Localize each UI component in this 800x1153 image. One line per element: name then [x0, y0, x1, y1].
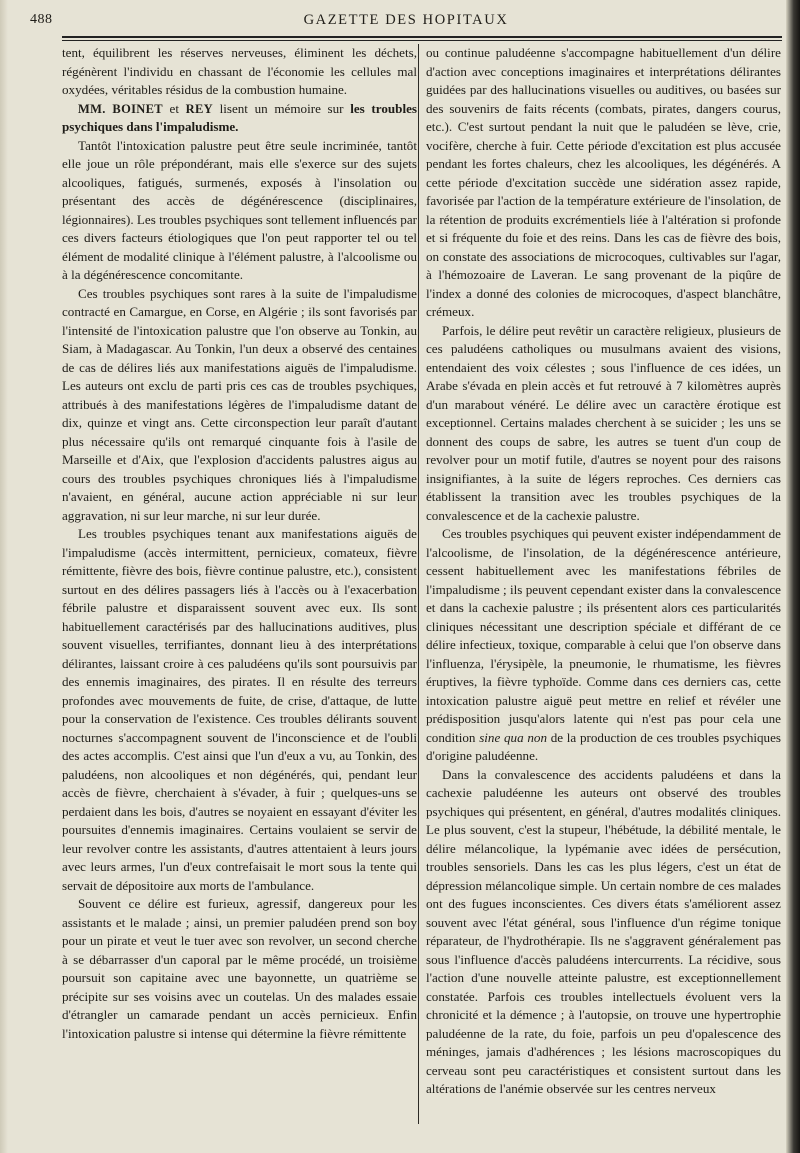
page-edge-right-shadow — [786, 0, 800, 1153]
paragraph: Les troubles psychiques tenant aux manifestations aiguës de l'impaludisme (accès intermittent, pernicieux, comateux, fièvre rémittente, fièvre des bois, fièvre continue palustre, etc.), consistent surtout en des délires passagers liés à l'accès ou à l'exacerbation fébrile palustre et disparaissent souvent avec eux. Ils sont habituellement caractérisés par des hallucinations auditives, plus souvent visuelles, terrifiantes, donnant lieu à des interprétations délirantes, laissant croire à ces paludéens qu'ils sont poursuivis par des ennemis imaginaires, des pirates. Il en résulte des terreurs profondes avec mouvements de fuite, de crise, d'attaque, de lutte pour la conservation de l'existence. Ces troubles délirants souvent nocturnes s'accompagnent souvent de l'inconscience et de l'oubli des actes accomplis. C'est ainsi que l'un d'eux a vu, au Tonkin, des paludéens, non alcooliques et non dégénérés, qui, pendant leur accès de fièvre, cherchaient à s'évader, à fuir ; quelques-uns se perdaient dans les bois, d'autres se noyaient en essayant d'éviter les poursuites d'ennemis imaginaires. Certains voulaient se servir de leur revolver contre les assistants, d'autres attentaient à leurs jours avec leurs armes, l'un d'eux contrefaisait le mort sous la tente qui servait de dépositoire aux morts de l'ambulance. — [62, 526, 417, 893]
paragraph: Dans la convalescence des accidents paludéens et dans la cachexie paludéenne les auteurs ont observé des troubles psychiques qui présentent, en général, d'autres modalités cliniques. Le plus souvent, c'est la stupeur, l'hébétude, la débilité mentale, le délire mélancolique, la lypémanie avec idées de persécution, troubles sensoriels. Dans les cas les plus légers, c'est un état de dépression mélancolique simple. Un certain nombre de ces malades ont des fugues inconscientes. Ces divers états s'améliorent assez souvent avec l'état général, sous l'influence d'un régime tonique réparateur, de l'hydrothérapie. Ils ne s'aggravent généralement pas sous l'influence d'accès paludéens intercurrents. La récidive, sous l'action d'une nouvelle atteinte palustre, est exceptionnellement constatée. Parfois ces troubles intellectuels évoluent vers la chronicité et la démence ; à l'autopsie, on trouve une hypertrophie paludéenne de la rate, du foie, parfois un peu d'opalescence des méninges, jamais d'adhérences ; les lésions macroscopiques du cerveau sont peu caractéristiques et consistent surtout dans les altérations de l'anémie observée sur les centres nerveux — [426, 766, 781, 1096]
paragraph: Souvent ce délire est furieux, agressif, dangereux pour les assistants et le malade ; ainsi, un premier paludéen prend son boy pour un pirate et veut le tuer avec son revolver, un second cherche à se débarrasser d'un caporal par le même procédé, un troisième poursuit son capitaine avec une bayonnette, un quatrième se précipite sur ses voisins avec un coutelas. Un des malades essaie d'étrangler un camarade pendant un accès pernicieux. Enfin l'intoxication palustre si intense qui détermine la fièvre rémittente — [62, 896, 417, 1041]
header-rule-thick — [62, 36, 782, 38]
author-names: MM. BOINET — [78, 101, 163, 116]
paragraph: Tantôt l'intoxication palustre peut être seule incriminée, tantôt elle joue un rôle prépondérant, mais elle s'exerce sur des sujets alcooliques, fatigués, surmenés, exposés à l'insolation ou présentant des accès de dégénérescence (disciplinaires, légionnaires). Les troubles psychiques sont tellement influencés par ces divers facteurs étiologiques que l'on peut rapporter tel ou tel élément de modalité clinique à l'élément palustre, à l'alcoolisme ou à la dégénérescence concomitante. — [62, 137, 417, 282]
paragraph: Parfois, le délire peut revêtir un caractère religieux, plusieurs de ces paludéens catholiques ou musulmans avaient des visions, entendaient des voix célestes ; sous l'influence de ces idées, un Arabe s'évada en plein accès et fut retrouvé à 7 kilomètres auprès d'un marabout vénéré. Le délire avec un caractère érotique est exceptionnel. Certains malades cherchent à se suicider ; les uns se donnent des coups de sabre, les autres se tuent d'un coup de revolver pour un motif futile, d'autres se noyent pour des raisons insignifiantes, à la suite de légers reproches. Ces derniers cas établissent la transition avec les troubles psychiques de la convalescence et de la cachexie palustre. — [426, 322, 781, 523]
left-column — [62, 44, 417, 1043]
author-name-2: REY — [185, 101, 213, 116]
page-number: 488 — [30, 12, 53, 27]
paragraph-communication: MM. BOINET et REY lisent un mémoire sur les troubles psychiques dans l'impaludisme. — [62, 100, 417, 134]
page-header — [30, 10, 782, 34]
header-rule-thin — [62, 40, 782, 41]
paragraph: tent, équilibrent les réserves nerveuses, éliminent les déchets, régénèrent l'individu en chassant de l'économie les cellules mal oxydées, véritables résidus de la combustion humaine. — [62, 45, 417, 97]
right-column — [426, 44, 781, 1099]
paragraph: Ces troubles psychiques qui peuvent exister indépendamment de l'alcoolisme, de l'insolation, de la dégénérescence antérieure, cessent habituellement avec les manifestations fébriles de l'impaludisme ; ils peuvent cependant exister dans la convalescence et dans la cachexie palustre ; ils présentent alors ces particularités cliniques nécessitant une description spéciale et différant de ce délire infectieux, toxique, comparable à celui que l'on observe dans l'influenza, l'érysipèle, la pneumonie, le rhumatisme, les fièvres éruptives, la fièvre typhoïde. Comme dans ces derniers cas, cette intoxication palustre aiguë peut mettre en relief et révéler une prédisposition jusqu'alors latente qui n'est pas pour cela une condition sine qua non de la production de ces troubles psychiques d'origine paludéenne. — [426, 526, 782, 763]
column-separator — [418, 44, 419, 1124]
page-edge-left — [0, 0, 8, 1153]
latin-phrase: sine qua non — [479, 729, 547, 745]
paragraph: Ces troubles psychiques sont rares à la suite de l'impaludisme contracté en Camargue, en Corse, en Algérie ; ils sont favorisés par l'intensité de l'intoxication palustre que l'on observe au Tonkin, au Siam, à Madagascar. Au Tonkin, l'un deux a observé des centaines de cas de délires liés aux manifestations aiguës de l'impaludisme. Les auteurs ont exclu de parti pris ces cas de troubles psychiques, attribués à des manifestations légères de l'impaludisme datant de dix, quinze et vingt ans. Cette circonspection leur paraît d'autant plus nécessaire qu'ils ont remarqué cinquante fois à l'asile de Marseille et d'Aix, que l'explosion d'accidents palustres aigus au cours des troubles psychiques chroniques liés à l'impaludisme n'avaient, en général, aucune action appréciable ni sur leur aggravation, ni sur leur marche, ni sur leur durée. — [62, 285, 417, 523]
paragraph: ou continue paludéenne s'accompagne habituellement d'un délire d'action avec conceptions imaginaires et interprétations délirantes guidées par des hallucinations visuelles ou auditives, ou basées sur des souvenirs de faits récents (combats, pirates, dangers courus, etc.). C'est surtout pendant la nuit que le paludéen se lève, crie, vocifère, cherche à fuir. Cette période d'excitation est plus accusée pendant les fortes chaleurs, chez les alcooliques, les dégénérés. A cette période d'excitation succède une sidération assez rapide, favorisée par l'action de la température extérieure de l'insolation, de la rétention de produits excrémentiels liée à l'altération si profonde et si fréquente du foie et des reins. Dans les cas de fièvre des bois, on constate des associations de microcoques, cultivables sur l'agar, à l'hémozoaire de Laveran. Le sang provenant de la piqûre de l'index a donné des colonies de microcoques, d'aspect blanchâtre, crémeux. — [426, 45, 781, 319]
running-title: GAZETTE DES HOPITAUX — [303, 12, 509, 28]
communication-title: les troubles psychiques dans l'impaludisme. — [62, 100, 417, 134]
